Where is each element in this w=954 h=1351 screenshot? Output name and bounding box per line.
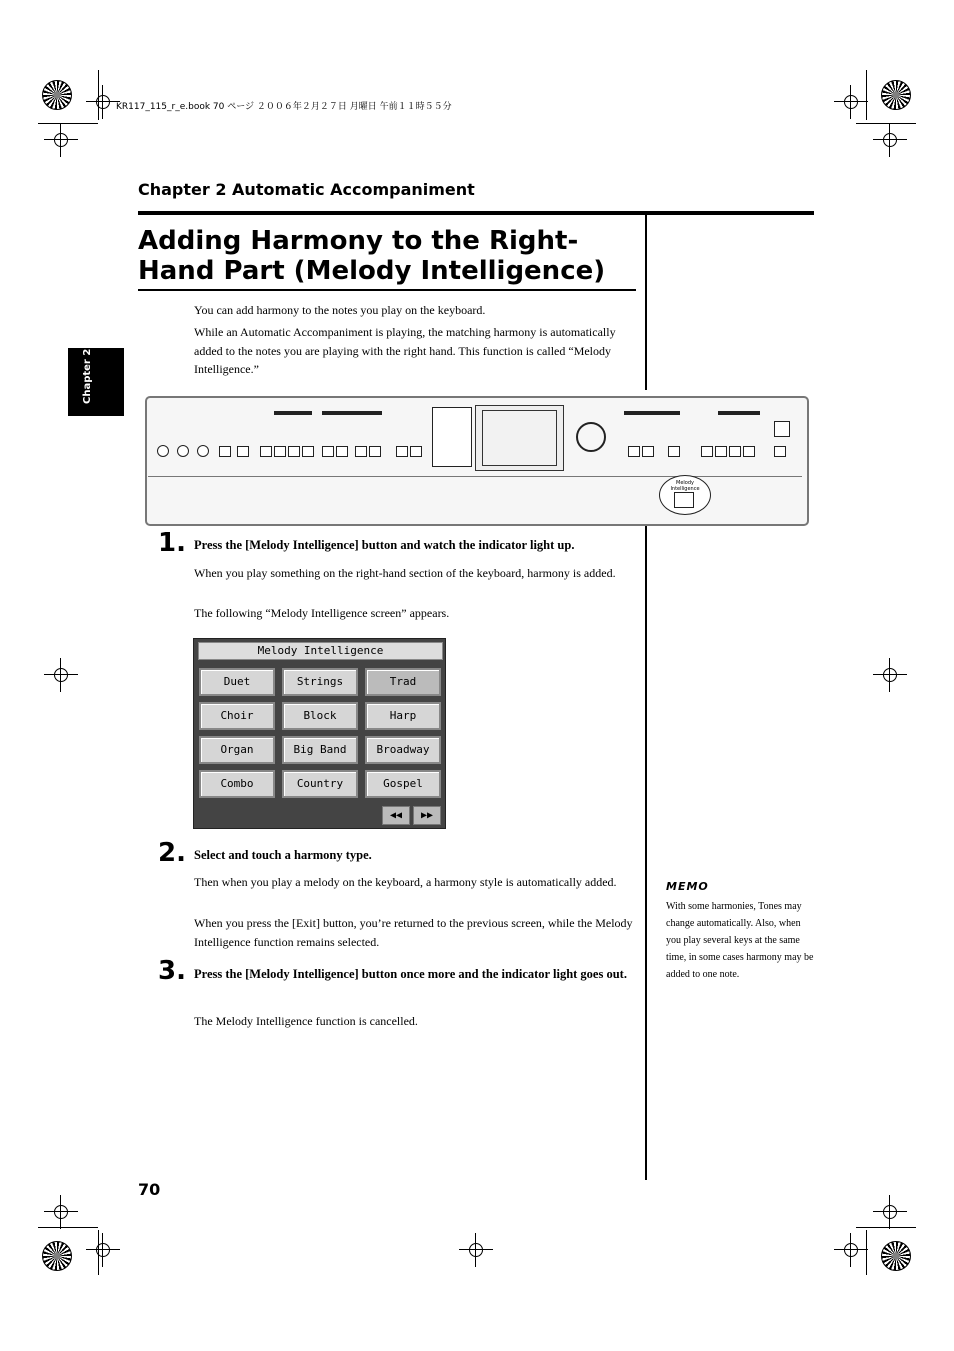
crop-line xyxy=(856,1227,916,1228)
melody-intelligence-button xyxy=(668,446,680,457)
harmony-button-harp[interactable]: Harp xyxy=(365,702,441,730)
registration-target-top-left xyxy=(42,80,72,110)
callout-label: Melody Intelligence xyxy=(670,480,700,492)
panel-button xyxy=(743,446,755,457)
panel-button xyxy=(288,446,300,457)
harmony-button-combo[interactable]: Combo xyxy=(199,770,275,798)
harmony-button-strings[interactable]: Strings xyxy=(282,668,358,696)
knob xyxy=(177,445,189,457)
crop-line xyxy=(38,123,98,124)
harmony-button-organ[interactable]: Organ xyxy=(199,736,275,764)
display-screen xyxy=(475,405,564,471)
crop-line xyxy=(98,70,99,120)
panel-button xyxy=(396,446,408,457)
panel-button xyxy=(701,446,713,457)
harmony-button-choir[interactable]: Choir xyxy=(199,702,275,730)
crosshair-mark xyxy=(873,658,907,692)
crosshair-mark xyxy=(44,1195,78,1229)
step-paragraph: When you press the [Exit] button, you’re returned to the previous screen, while the Melody Intelligence function remains selected. xyxy=(194,916,633,949)
knob xyxy=(157,445,169,457)
step-number: 1. xyxy=(158,528,186,558)
page-number: 70 xyxy=(138,1180,161,1199)
crosshair-mark xyxy=(873,123,907,157)
section-bar xyxy=(274,411,312,415)
registration-target-bottom-right xyxy=(881,1241,911,1271)
panel-button xyxy=(642,446,654,457)
panel-button xyxy=(628,446,640,457)
panel-button xyxy=(774,446,786,457)
panel-button xyxy=(219,446,231,457)
harmony-button-country[interactable]: Country xyxy=(282,770,358,798)
crosshair-mark xyxy=(873,1195,907,1229)
step-heading: Select and touch a harmony type. xyxy=(194,848,372,862)
chapter-rule xyxy=(138,211,814,215)
harmony-button-broadway[interactable]: Broadway xyxy=(365,736,441,764)
registration-target-top-right xyxy=(881,80,911,110)
step-heading: Press the [Melody Intelligence] button and watch the indicator light up. xyxy=(194,538,575,552)
crop-line xyxy=(38,1227,98,1228)
crop-line xyxy=(866,1230,867,1275)
panel-button xyxy=(322,446,334,457)
memo-text: With some harmonies, Tones may change automatically. Also, when you play several keys at the same time, in some cases harmony may be added to one note. xyxy=(666,901,814,980)
panel-button xyxy=(237,446,249,457)
section-bar xyxy=(718,411,760,415)
knob xyxy=(197,445,209,457)
crosshair-mark xyxy=(86,85,120,119)
melody-intelligence-screen xyxy=(193,638,446,829)
panel-button xyxy=(355,446,367,457)
intro-paragraph: You can add harmony to the notes you play on the keyboard. xyxy=(194,303,486,317)
memo-icon: MEMO xyxy=(666,880,709,893)
crop-line xyxy=(98,1230,99,1275)
chapter-heading: Chapter 2 Automatic Accompaniment xyxy=(138,180,475,199)
harmony-button-duet[interactable]: Duet xyxy=(199,668,275,696)
panel-button xyxy=(729,446,741,457)
page-prev-button[interactable]: ◀◀ xyxy=(382,806,410,825)
screen-title: Melody Intelligence xyxy=(198,642,443,660)
crosshair-mark xyxy=(86,1233,120,1267)
crosshair-mark xyxy=(459,1233,493,1267)
section-bar xyxy=(624,411,680,415)
step-paragraph: The Melody Intelligence function is cancelled. xyxy=(194,1014,418,1028)
harmony-button-block[interactable]: Block xyxy=(282,702,358,730)
panel-button xyxy=(410,446,422,457)
registration-target-bottom-left xyxy=(42,1241,72,1271)
crosshair-mark xyxy=(44,123,78,157)
harmony-button-gospel[interactable]: Gospel xyxy=(365,770,441,798)
column-divider xyxy=(645,215,647,390)
panel-button xyxy=(774,421,790,437)
value-dial xyxy=(576,422,606,452)
side-tab-label: Chapter 2 xyxy=(82,348,93,404)
step-heading: Press the [Melody Intelligence] button once more and the indicator light goes out. xyxy=(194,967,627,981)
print-header: KR117_115_r_e.book 70 ページ ２００６年２月２７日 月曜日 午前１１時５５分 xyxy=(116,102,452,112)
crop-line xyxy=(866,70,867,120)
crosshair-mark xyxy=(44,658,78,692)
step-paragraph: The following “Melody Intelligence screen” appears. xyxy=(194,606,450,620)
crosshair-mark xyxy=(834,1233,868,1267)
panel-button xyxy=(336,446,348,457)
step-paragraph: When you play something on the right-hand section of the keyboard, harmony is added. xyxy=(194,566,616,580)
chapter-side-tab xyxy=(68,348,124,416)
step-number: 2. xyxy=(158,838,186,868)
page-next-button[interactable]: ▶▶ xyxy=(413,806,441,825)
panel-button xyxy=(432,407,472,467)
panel-button xyxy=(302,446,314,457)
step-paragraph: Then when you play a melody on the keyboard, a harmony style is automatically added. xyxy=(194,875,617,889)
panel-button xyxy=(369,446,381,457)
section-bar xyxy=(322,411,382,415)
column-divider xyxy=(645,525,647,1180)
panel-button xyxy=(274,446,286,457)
title-rule xyxy=(138,289,636,291)
crosshair-mark xyxy=(834,85,868,119)
harmony-button-big-band[interactable]: Big Band xyxy=(282,736,358,764)
melody-intelligence-button-callout xyxy=(674,492,694,508)
crop-line xyxy=(856,123,916,124)
harmony-button-trad[interactable]: Trad xyxy=(365,668,441,696)
intro-paragraph: While an Automatic Accompaniment is playing, the matching harmony is automatically added to the notes you are playing with the right hand. This function is called “Melody Intelligence.” xyxy=(194,325,616,376)
panel-button xyxy=(715,446,727,457)
panel-button xyxy=(260,446,272,457)
page-title: Adding Harmony to the Right-Hand Part (Melody Intelligence) xyxy=(138,226,606,286)
step-number: 3. xyxy=(158,956,186,986)
